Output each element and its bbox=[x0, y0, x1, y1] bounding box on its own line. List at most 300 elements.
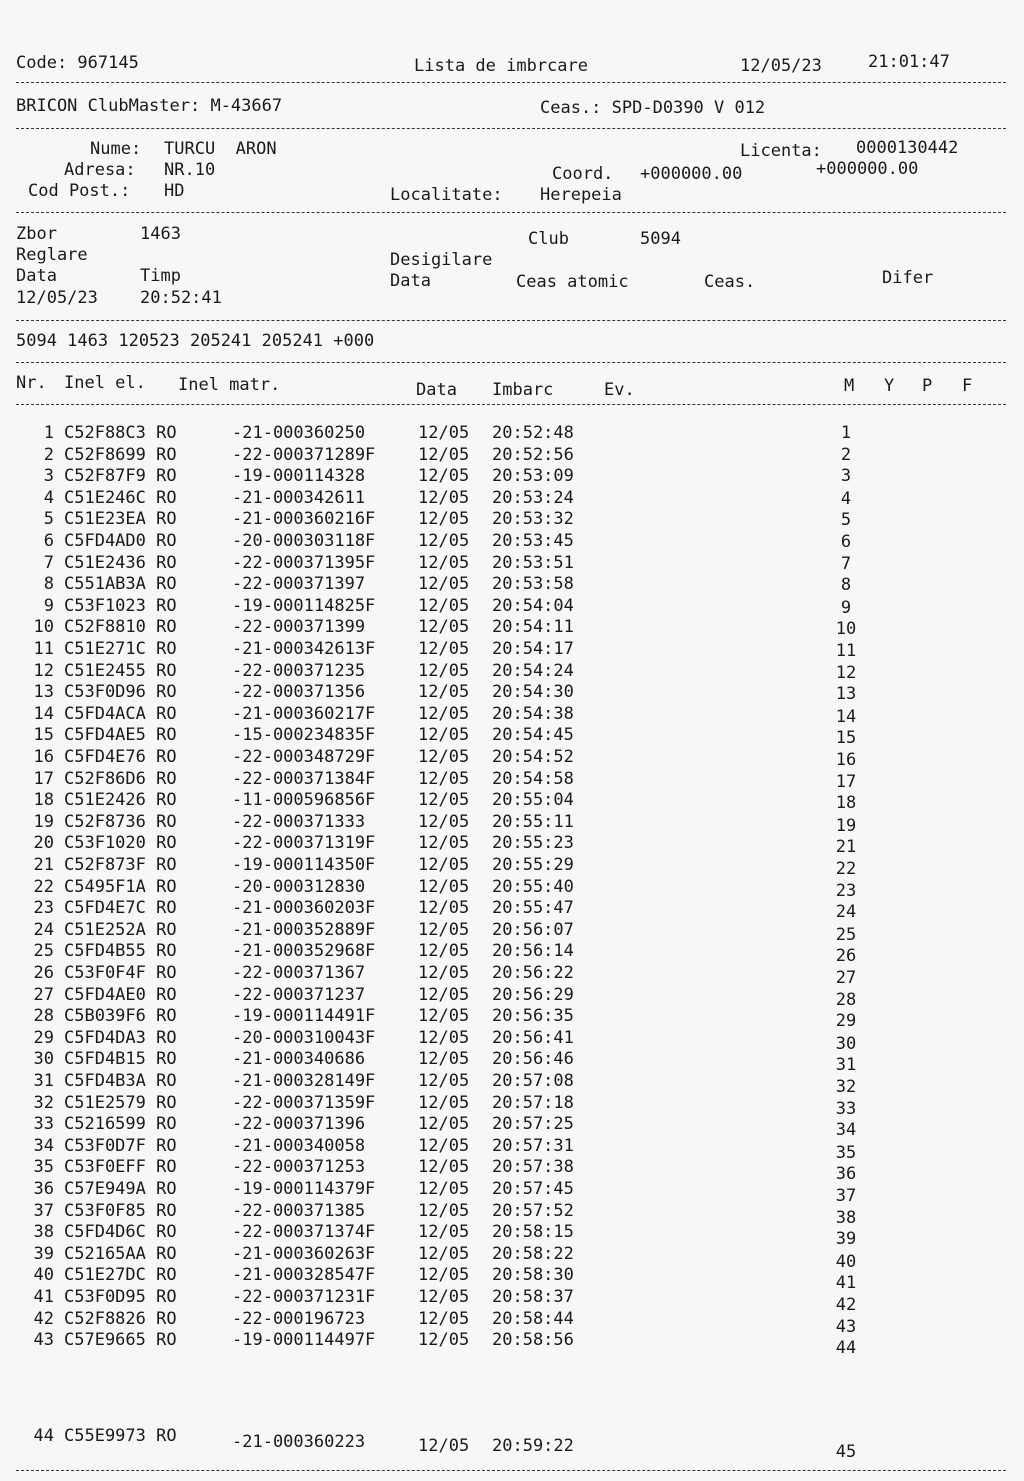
cell-imbarc: 20:58:37 bbox=[492, 1287, 574, 1307]
cell-imbarc: 20:57:52 bbox=[492, 1200, 574, 1221]
table-row bbox=[0, 768, 1024, 792]
col-y: Y bbox=[884, 376, 895, 396]
cell-inel-el: C53F1020 RO bbox=[64, 833, 177, 854]
cell-imbarc: 20:56:46 bbox=[492, 1049, 574, 1070]
cell-inel-el: C51E2455 RO bbox=[64, 660, 177, 681]
cell-inel-el: C5FD4B15 RO bbox=[64, 1049, 177, 1070]
cell-data: 12/05 bbox=[418, 876, 470, 897]
clock-id: Ceas.: SPD-D0390 V 012 bbox=[540, 98, 766, 118]
cell-nr: 27 bbox=[33, 984, 54, 1005]
cell-inel-matr: -22-000371395F bbox=[232, 552, 376, 573]
cell-imbarc: 20:54:58 bbox=[492, 768, 574, 789]
table-row bbox=[0, 749, 1024, 770]
table-row bbox=[0, 919, 1024, 945]
cell-imbarc: 20:52:48 bbox=[492, 423, 574, 443]
divider bbox=[16, 362, 1006, 363]
cell-nr: 3 bbox=[43, 466, 54, 487]
cell-inel-el: C53F0F4F RO bbox=[64, 963, 177, 983]
table-row-last bbox=[0, 1426, 1024, 1462]
cell-m: 42 bbox=[835, 1295, 857, 1315]
cell-nr: 19 bbox=[33, 811, 54, 832]
cell-data: 12/05 bbox=[418, 639, 470, 659]
divider bbox=[16, 320, 1006, 321]
table-row bbox=[0, 792, 1024, 813]
cell-inel-matr: -21-000352889F bbox=[232, 919, 376, 940]
cell-data: 12/05 bbox=[418, 725, 470, 746]
table-row bbox=[0, 576, 1024, 597]
cell-data: 12/05 bbox=[418, 1006, 470, 1027]
cell-inel-matr: -21-000328149F bbox=[232, 1071, 376, 1091]
cell-nr: 37 bbox=[33, 1200, 54, 1221]
cell-m: 29 bbox=[835, 1011, 857, 1032]
coord-y: +000000.00 bbox=[816, 159, 919, 179]
table-row bbox=[0, 1265, 1024, 1294]
cell-nr: 5 bbox=[43, 509, 54, 530]
cell-imbarc: 20:57:38 bbox=[492, 1157, 574, 1178]
table-row bbox=[0, 1222, 1024, 1250]
cell-nr: 17 bbox=[33, 768, 54, 789]
cell-m: 35 bbox=[835, 1142, 857, 1163]
cell-inel-el: C551AB3A RO bbox=[64, 574, 177, 595]
cell-m: 36 bbox=[835, 1164, 857, 1185]
cell-m: 22 bbox=[835, 859, 857, 879]
cell-nr: 7 bbox=[43, 552, 54, 573]
cell-m: 21 bbox=[835, 837, 857, 858]
cell-nr: 2 bbox=[43, 444, 54, 465]
reglare-date: 12/05/23 bbox=[16, 288, 98, 308]
cell-imbarc: 20:58:15 bbox=[492, 1222, 574, 1243]
table-row bbox=[0, 595, 1024, 619]
cell-imbarc: 20:54:04 bbox=[492, 595, 574, 616]
cell-nr: 22 bbox=[33, 876, 54, 897]
cell-data: 12/05 bbox=[418, 444, 470, 465]
table-row bbox=[0, 811, 1024, 836]
cell-inel-matr: -15-000234835F bbox=[232, 725, 376, 746]
coord-x: +000000.00 bbox=[640, 164, 743, 184]
cell-inel-matr: -11-000596856F bbox=[232, 790, 376, 811]
cell-m: 25 bbox=[835, 924, 857, 945]
cell-m: 13 bbox=[835, 684, 857, 705]
table-row bbox=[0, 641, 1024, 662]
cell-data: 12/05 bbox=[418, 919, 470, 940]
cell-nr: 34 bbox=[33, 1135, 54, 1156]
zbor-value: 1463 bbox=[140, 224, 181, 244]
cell-inel-el: C51E271C RO bbox=[64, 639, 177, 659]
divider bbox=[16, 82, 1006, 83]
cell-imbarc: 20:53:24 bbox=[492, 487, 574, 508]
table-row bbox=[0, 1092, 1024, 1119]
table-row bbox=[0, 444, 1024, 468]
cell-inel-el: C5B039F6 RO bbox=[64, 1006, 177, 1027]
cell-nr: 1 bbox=[43, 423, 54, 443]
clubmaster-id: BRICON ClubMaster: M-43667 bbox=[16, 96, 283, 116]
cell-inel-matr: -22-000371235 bbox=[232, 660, 366, 681]
cell-m: 12 bbox=[835, 662, 857, 683]
cell-imbarc: 20:57:25 bbox=[492, 1114, 574, 1135]
cell-data: 12/05 bbox=[418, 509, 470, 530]
cell-data: 12/05 bbox=[418, 963, 470, 983]
cell-inel-matr: -21-000360203F bbox=[232, 898, 376, 919]
table-row bbox=[0, 619, 1024, 640]
cell-data: 12/05 bbox=[418, 1157, 470, 1178]
print-time: 21:01:47 bbox=[868, 52, 950, 72]
cell-nr: 25 bbox=[33, 941, 54, 962]
cell-inel-el: C51E2579 RO bbox=[64, 1092, 177, 1113]
cell-nr: 43 bbox=[33, 1330, 54, 1351]
cell-m: 28 bbox=[835, 989, 857, 1010]
cell-nr: 26 bbox=[33, 963, 54, 983]
cell-m: 7 bbox=[840, 553, 852, 574]
cell-nr: 35 bbox=[33, 1157, 54, 1178]
cell-imbarc: 20:56:41 bbox=[492, 1027, 574, 1048]
cell-nr: 13 bbox=[33, 682, 54, 703]
cell-inel-el: C53F0D96 RO bbox=[64, 682, 177, 703]
cell-data: 12/05 bbox=[418, 1243, 470, 1264]
table-row bbox=[0, 660, 1024, 684]
cell-inel-matr: -22-000371367 bbox=[232, 963, 366, 983]
cell-m: 27 bbox=[835, 968, 857, 988]
cell-inel-el: C57E9665 RO bbox=[64, 1330, 177, 1351]
cell-nr: 42 bbox=[33, 1308, 54, 1329]
cell-data: 12/05 bbox=[418, 1308, 470, 1329]
col-m: M bbox=[844, 376, 855, 396]
cell-inel-el: C5FD4E7C RO bbox=[64, 898, 177, 919]
table-row bbox=[0, 1243, 1024, 1272]
cell-inel-matr: -21-000360250 bbox=[232, 423, 366, 443]
cell-inel-el: C57E949A RO bbox=[64, 1179, 177, 1199]
cell-nr: 8 bbox=[43, 574, 54, 595]
cell-data: 12/05 bbox=[418, 855, 470, 875]
divider bbox=[16, 1470, 1006, 1471]
cell-inel-matr: -22-000371319F bbox=[232, 833, 376, 854]
cell-data: 12/05 bbox=[418, 1071, 470, 1091]
cell-inel-el: C5FD4ACA RO bbox=[64, 703, 177, 724]
cell-m: 16 bbox=[835, 750, 857, 770]
cell-nr: 15 bbox=[33, 725, 54, 746]
cell-inel-matr: -19-000114491F bbox=[232, 1006, 376, 1027]
cell-imbarc: 20:54:24 bbox=[492, 660, 574, 681]
cell-m: 34 bbox=[835, 1120, 857, 1141]
coord-label: Coord. bbox=[552, 164, 614, 184]
cell-nr: 23 bbox=[33, 898, 54, 919]
cell-imbarc: 20:57:18 bbox=[492, 1092, 574, 1113]
page-title: Lista de imbrcare bbox=[414, 56, 588, 76]
table-row bbox=[0, 533, 1024, 554]
cell-m: 10 bbox=[835, 619, 857, 640]
cell-imbarc: 20:55:40 bbox=[492, 876, 574, 897]
cell-m: 18 bbox=[835, 793, 857, 814]
cell-m: 40 bbox=[835, 1251, 857, 1272]
cell-inel-el: C51E2436 RO bbox=[64, 552, 177, 573]
divider bbox=[16, 128, 1006, 129]
cell-inel-matr: -22-000371289F bbox=[232, 444, 376, 465]
table-row bbox=[0, 684, 1024, 705]
cell-imbarc: 20:57:45 bbox=[492, 1179, 574, 1199]
table-row bbox=[0, 511, 1024, 532]
cell-data: 12/05 bbox=[418, 531, 470, 551]
cell-nr: 30 bbox=[33, 1049, 54, 1070]
cell-data: 12/05 bbox=[418, 1049, 470, 1070]
cell-inel-matr: -21-000342613F bbox=[232, 639, 376, 659]
licenta-value: 0000130442 bbox=[856, 138, 959, 158]
localitate-label: Localitate: bbox=[390, 185, 503, 205]
cell-inel-el: C52165AA RO bbox=[64, 1243, 177, 1264]
cell-imbarc: 20:55:11 bbox=[492, 811, 574, 832]
cell-inel-el: C52F873F RO bbox=[64, 855, 177, 875]
cell-m: 31 bbox=[835, 1055, 857, 1076]
cell-imbarc: 20:53:32 bbox=[492, 509, 574, 530]
cell-nr: 9 bbox=[43, 595, 54, 616]
cell-inel-matr: -22-000371384F bbox=[232, 768, 376, 789]
cell-inel-el: C5216599 RO bbox=[64, 1114, 177, 1135]
cell-nr: 11 bbox=[33, 639, 54, 659]
cell-data: 12/05 bbox=[418, 1135, 470, 1156]
cell-imbarc: 20:58:22 bbox=[492, 1243, 574, 1264]
col-f: F bbox=[962, 376, 973, 396]
cell-data: 12/05 bbox=[418, 1436, 470, 1456]
cell-m: 37 bbox=[835, 1186, 857, 1206]
cell-inel-el: C52F8736 RO bbox=[64, 811, 177, 832]
cell-inel-matr: -22-000371385 bbox=[232, 1200, 366, 1221]
cell-inel-matr: -22-000371253 bbox=[232, 1157, 366, 1178]
cell-inel-matr: -21-000340686 bbox=[232, 1049, 366, 1070]
cell-inel-matr: -21-000360217F bbox=[232, 703, 376, 724]
cell-m: 32 bbox=[835, 1077, 857, 1097]
cell-imbarc: 20:55:29 bbox=[492, 855, 574, 875]
cell-imbarc: 20:55:04 bbox=[492, 790, 574, 811]
cell-inel-el: C5FD4AE5 RO bbox=[64, 725, 177, 746]
cell-inel-el: C51E27DC RO bbox=[64, 1265, 177, 1286]
col-data: Data bbox=[416, 380, 457, 400]
cell-inel-el: C51E23EA RO bbox=[64, 509, 177, 530]
table-row bbox=[0, 835, 1024, 856]
table-row bbox=[0, 1027, 1024, 1054]
cell-nr: 21 bbox=[33, 855, 54, 875]
cell-imbarc: 20:56:22 bbox=[492, 963, 574, 983]
col-nr: Nr. bbox=[16, 373, 47, 393]
adresa-value: NR.10 bbox=[164, 160, 216, 180]
cell-m: 41 bbox=[835, 1273, 857, 1294]
cell-inel-matr: -22-000196723 bbox=[232, 1308, 366, 1329]
cell-data: 12/05 bbox=[418, 1114, 470, 1135]
cell-imbarc: 20:53:45 bbox=[492, 531, 574, 551]
cell-imbarc: 20:54:30 bbox=[492, 682, 574, 703]
cell-inel-matr: -22-000371356 bbox=[232, 682, 366, 703]
cell-inel-matr: -22-000348729F bbox=[232, 747, 376, 767]
cell-inel-matr: -22-000371397 bbox=[232, 574, 366, 595]
cell-imbarc: 20:54:11 bbox=[492, 617, 574, 638]
cell-data: 12/05 bbox=[418, 423, 470, 443]
nume-value: TURCU ARON bbox=[164, 139, 277, 159]
cell-inel-el: C51E246C RO bbox=[64, 487, 177, 508]
cell-data: 12/05 bbox=[418, 552, 470, 573]
cell-imbarc: 20:54:52 bbox=[492, 747, 574, 767]
cell-nr: 16 bbox=[33, 747, 54, 767]
cell-nr: 4 bbox=[43, 487, 54, 508]
table-row bbox=[0, 468, 1024, 489]
cell-nr: 38 bbox=[33, 1222, 54, 1243]
cell-inel-el: C5FD4E76 RO bbox=[64, 747, 177, 767]
divider bbox=[16, 212, 1006, 213]
table-row bbox=[0, 552, 1024, 576]
cell-data: 12/05 bbox=[418, 682, 470, 703]
cell-data: 12/05 bbox=[418, 941, 470, 962]
cell-data: 12/05 bbox=[418, 487, 470, 508]
cell-imbarc: 20:57:08 bbox=[492, 1071, 574, 1091]
codpost-label: Cod Post.: bbox=[28, 181, 131, 201]
cell-data: 12/05 bbox=[418, 617, 470, 638]
col-inel-el: Inel el. bbox=[64, 373, 146, 393]
cell-imbarc: 20:57:31 bbox=[492, 1135, 574, 1156]
reglare-timp-label: Timp bbox=[140, 266, 181, 286]
club-value: 5094 bbox=[640, 229, 681, 249]
cell-imbarc: 20:56:29 bbox=[492, 984, 574, 1005]
table-row bbox=[0, 1308, 1024, 1337]
cell-inel-matr: -22-000371396 bbox=[232, 1114, 366, 1135]
cell-imbarc: 20:53:58 bbox=[492, 574, 574, 595]
cell-data: 12/05 bbox=[418, 898, 470, 919]
cell-inel-el: C5FD4AD0 RO bbox=[64, 531, 177, 551]
cell-data: 12/05 bbox=[418, 747, 470, 767]
cell-inel-el: C52F8699 RO bbox=[64, 444, 177, 465]
cell-inel-matr: -22-000371333 bbox=[232, 811, 366, 832]
cell-nr: 33 bbox=[33, 1114, 54, 1135]
reglare-time: 20:52:41 bbox=[140, 288, 222, 308]
cell-inel-matr: -22-000371374F bbox=[232, 1222, 376, 1243]
cell-m: 30 bbox=[835, 1033, 857, 1054]
cell-inel-el: C5FD4B3A RO bbox=[64, 1071, 177, 1091]
cell-data: 12/05 bbox=[418, 811, 470, 832]
table-row bbox=[0, 984, 1024, 1010]
cell-data: 12/05 bbox=[418, 984, 470, 1005]
cell-data: 12/05 bbox=[418, 574, 470, 595]
table-row bbox=[0, 941, 1024, 967]
cell-nr: 18 bbox=[33, 790, 54, 811]
cell-inel-el: C52F86D6 RO bbox=[64, 768, 177, 789]
cell-imbarc: 20:55:47 bbox=[492, 898, 574, 919]
cell-data: 12/05 bbox=[418, 1265, 470, 1286]
cell-m: 3 bbox=[840, 466, 852, 487]
table-row bbox=[0, 1157, 1024, 1185]
cell-data: 12/05 bbox=[418, 1092, 470, 1113]
cell-m: 38 bbox=[835, 1207, 857, 1228]
cell-inel-el: C5FD4AE0 RO bbox=[64, 984, 177, 1005]
cell-inel-matr: -21-000352968F bbox=[232, 941, 376, 962]
cell-imbarc: 20:56:35 bbox=[492, 1006, 574, 1027]
cell-nr: 28 bbox=[33, 1006, 54, 1027]
ceas-atomic-label: Ceas atomic bbox=[516, 272, 629, 292]
reglare-label: Reglare bbox=[16, 245, 88, 265]
cell-inel-el: C52F87F9 RO bbox=[64, 466, 177, 487]
cell-inel-el: C51E2426 RO bbox=[64, 790, 177, 811]
cell-imbarc: 20:56:14 bbox=[492, 941, 574, 962]
cell-imbarc: 20:59:22 bbox=[492, 1436, 574, 1456]
cell-inel-matr: -21-000342611 bbox=[232, 487, 366, 508]
cell-m: 6 bbox=[840, 532, 852, 552]
cell-inel-matr: -20-000303118F bbox=[232, 531, 376, 551]
licenta-label: Licenta: bbox=[740, 141, 822, 161]
table-row bbox=[0, 1006, 1024, 1032]
table-row bbox=[0, 876, 1024, 901]
cell-inel-matr: -21-000360263F bbox=[232, 1243, 376, 1264]
cell-data: 12/05 bbox=[418, 703, 470, 724]
cell-data: 12/05 bbox=[418, 768, 470, 789]
cell-inel-el: C5FD4DA3 RO bbox=[64, 1027, 177, 1048]
cell-m: 11 bbox=[835, 641, 857, 661]
cell-m: 26 bbox=[835, 946, 857, 967]
cell-imbarc: 20:53:51 bbox=[492, 552, 574, 573]
table-row bbox=[0, 425, 1024, 446]
zbor-label: Zbor bbox=[16, 224, 57, 244]
cell-nr: 6 bbox=[43, 531, 54, 551]
club-label: Club bbox=[528, 229, 569, 249]
cell-m: 5 bbox=[840, 510, 852, 531]
col-imbarc: Imbarc bbox=[492, 380, 554, 400]
cell-data: 12/05 bbox=[418, 1222, 470, 1243]
cell-m: 45 bbox=[835, 1442, 857, 1462]
col-ev: Ev. bbox=[604, 380, 635, 400]
cell-m: 4 bbox=[840, 488, 852, 509]
cell-data: 12/05 bbox=[418, 1179, 470, 1199]
cell-inel-matr: -19-000114328 bbox=[232, 466, 366, 487]
cell-nr: 31 bbox=[33, 1071, 54, 1091]
table-row bbox=[0, 1114, 1024, 1141]
cell-nr: 10 bbox=[33, 617, 54, 638]
cell-imbarc: 20:58:44 bbox=[492, 1308, 574, 1329]
cell-m: 39 bbox=[835, 1229, 857, 1250]
cell-inel-matr: -21-000340058 bbox=[232, 1135, 366, 1156]
cell-data: 12/05 bbox=[418, 660, 470, 681]
localitate-value: Herepeia bbox=[540, 185, 622, 205]
cell-data: 12/05 bbox=[418, 466, 470, 487]
cell-m: 2 bbox=[840, 444, 852, 465]
cell-m: 44 bbox=[835, 1338, 857, 1359]
cell-nr: 24 bbox=[33, 919, 54, 940]
cell-inel-el: C53F0F85 RO bbox=[64, 1200, 177, 1221]
table-row bbox=[0, 1330, 1024, 1359]
cell-inel-matr: -19-000114350F bbox=[232, 855, 376, 875]
table-row bbox=[0, 857, 1024, 878]
col-p: P bbox=[922, 376, 933, 396]
cell-inel-matr: -19-000114825F bbox=[232, 595, 376, 616]
nume-label: Nume: bbox=[90, 139, 142, 159]
cell-inel-el: C52F8826 RO bbox=[64, 1308, 177, 1329]
cell-nr: 40 bbox=[33, 1265, 54, 1286]
table-row bbox=[0, 1049, 1024, 1076]
cell-m: 9 bbox=[840, 597, 852, 618]
cell-imbarc: 20:53:09 bbox=[492, 466, 574, 487]
cell-inel-el: C55E9973 RO bbox=[64, 1426, 177, 1446]
table-row bbox=[0, 727, 1024, 748]
cell-imbarc: 20:54:38 bbox=[492, 703, 574, 724]
cell-inel-el: C5FD4D6C RO bbox=[64, 1222, 177, 1243]
table-row bbox=[0, 1200, 1024, 1228]
cell-imbarc: 20:52:56 bbox=[492, 444, 574, 465]
cell-inel-el: C52F8810 RO bbox=[64, 617, 177, 638]
cell-inel-matr: -19-000114379F bbox=[232, 1179, 376, 1199]
cell-m: 17 bbox=[835, 771, 857, 792]
cell-m: 15 bbox=[835, 728, 857, 749]
cell-data: 12/05 bbox=[418, 1330, 470, 1351]
cell-imbarc: 20:56:07 bbox=[492, 919, 574, 940]
cell-inel-matr: -21-000328547F bbox=[232, 1265, 376, 1286]
cell-m: 43 bbox=[835, 1316, 857, 1337]
cell-nr: 20 bbox=[33, 833, 54, 854]
table-row bbox=[0, 1179, 1024, 1206]
cell-inel-el: C53F0D7F RO bbox=[64, 1135, 177, 1156]
summary-line: 5094 1463 120523 205241 205241 +000 bbox=[16, 331, 375, 351]
cell-data: 12/05 bbox=[418, 790, 470, 811]
